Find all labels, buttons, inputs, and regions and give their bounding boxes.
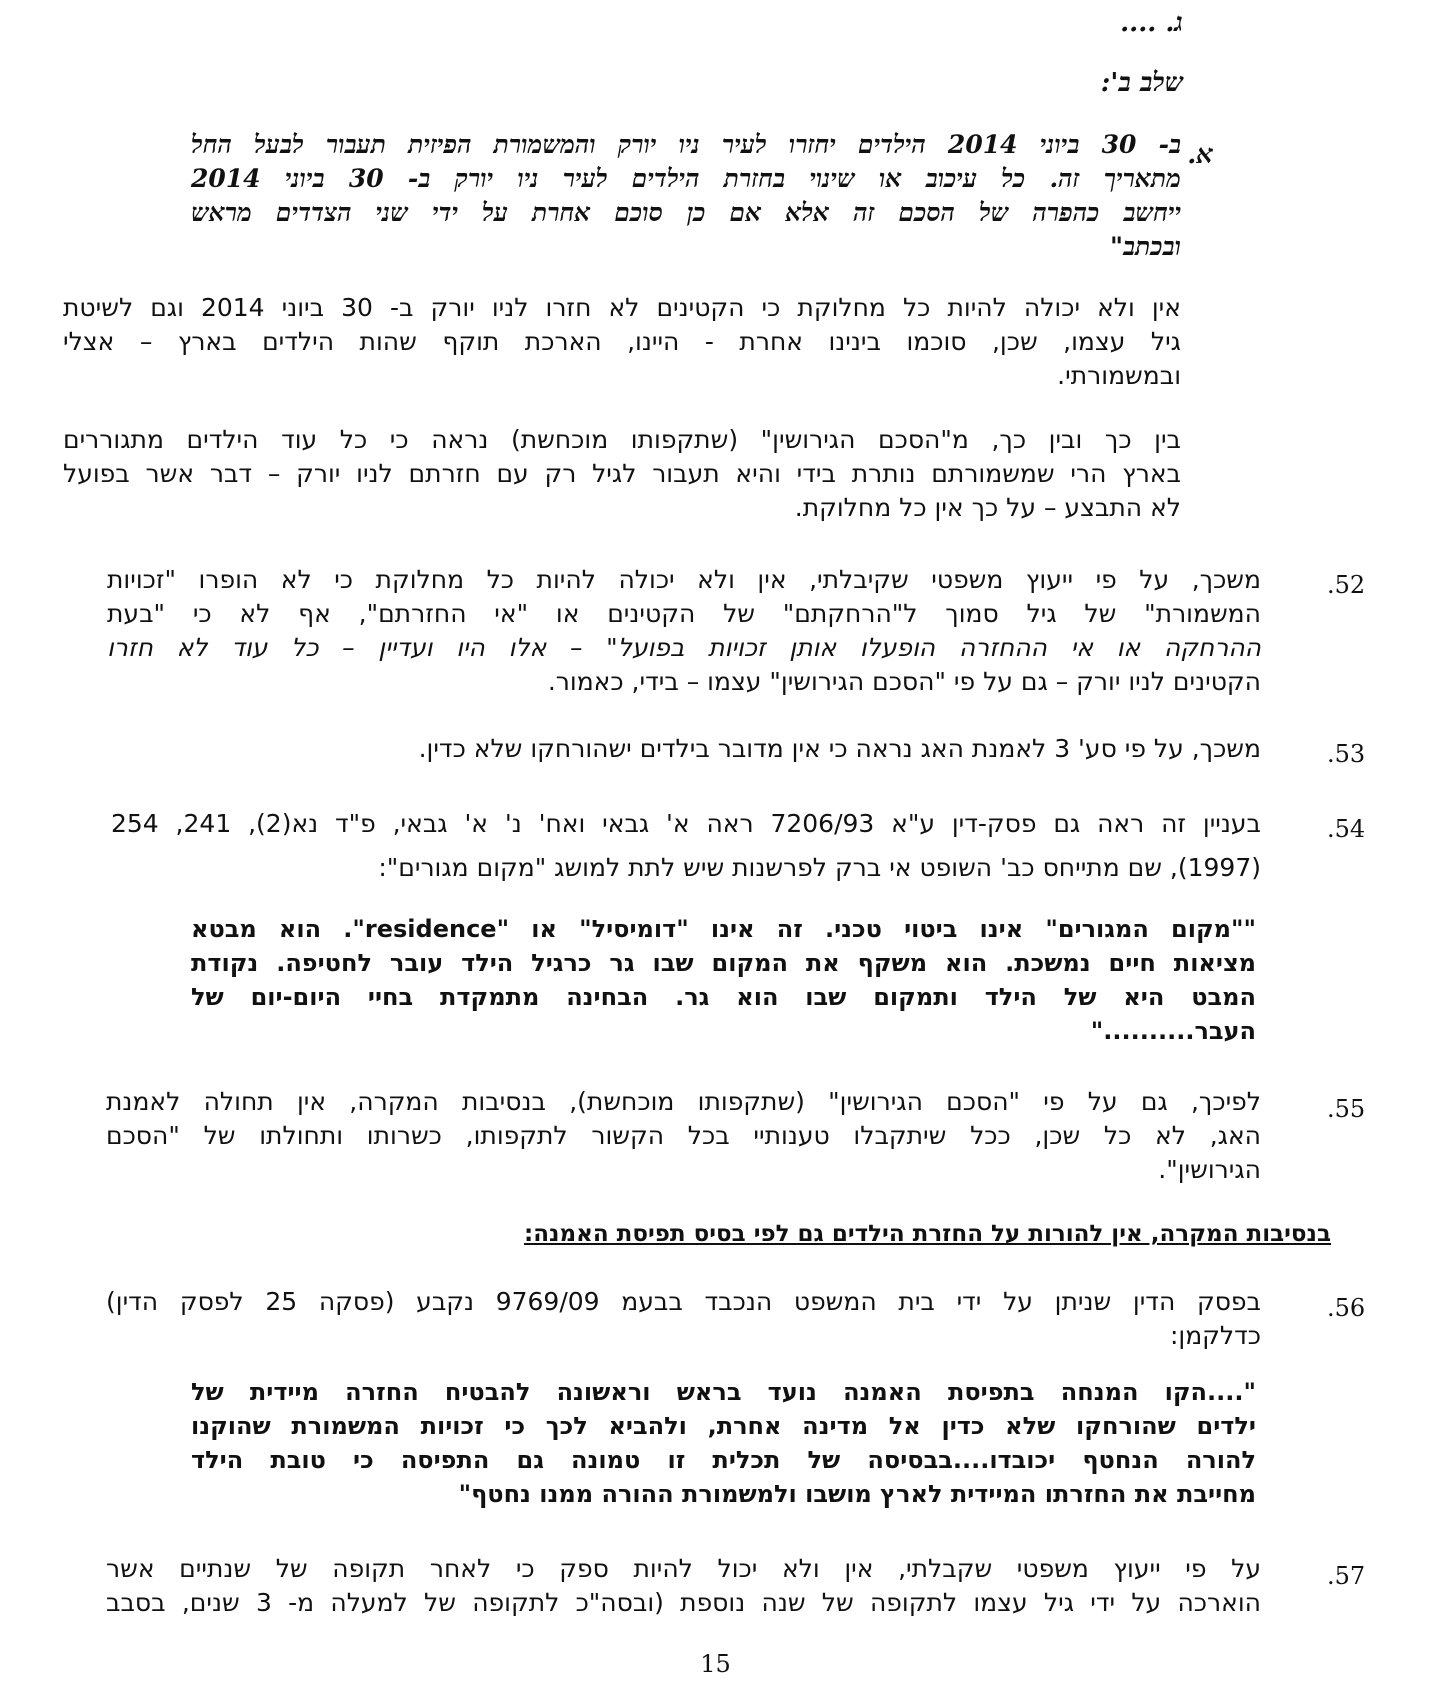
paragraph-line: בעניין זה ראה גם פסק-דין ע"א 7206/93 ראה א' גבאי ואח' נ' א' גבאי, פ"ד נא(2), 241, 254 [111, 809, 1261, 838]
quote-a-line: ב- 30 ביוני 2014 הילדים יחזרו לעיר ניו יורק והמשמורת הפיזית תעבור לבעל החל [191, 130, 1182, 159]
paragraph-line: (1997), שם מתייחס כב' השופט אי ברק לפרשנות שיש לתת למושג "מקום מגורים": [378, 853, 1261, 882]
paragraph-number-53: .53 [1327, 740, 1366, 768]
paragraph-line: אין ולא יכולה להיות כל מחלוקת כי הקטינים לא חזרו לניו יורק ב- 30 ביוני 2014 וגם לשיטת [63, 293, 1181, 322]
quote-a-label: א. [1187, 140, 1213, 170]
paragraph-custody [63, 423, 1181, 525]
paragraph-line: הוארכה על ידי גיל עצמו לתקופה של שנה נוספת (ובסה"כ לתקופה של למעלה מ- 3 שנים, בסבב [106, 1588, 1261, 1617]
paragraph-number-54: .54 [1327, 815, 1366, 843]
quote-convention [191, 1375, 1256, 1511]
quote-a-line: ייחשב כהפרה של הסכם זה אלא אם כן סוכם אחרת על ידי שני הצדדים מראש [191, 198, 1181, 227]
quote-line: ""מקום המגורים" אינו ביטוי טכני. זה אינו "דומיסיל" או "residence". הוא מבטא [191, 915, 1257, 943]
quote-line: להורה הנחטף יכובדו....בבסיסה של תכלית זו טמונה גם התפיסה כי טובת הילד [191, 1446, 1256, 1474]
paragraph-53 [191, 732, 1261, 766]
paragraph-line: ובמשמורתי. [1057, 361, 1181, 390]
paragraph-52 [107, 563, 1261, 699]
paragraph-line: גיל עצמו, שכן, סוכמו בינינו אחרת - היינו, הארכת תוקף שהות הילדים בארץ – אצלי [63, 327, 1181, 356]
paragraph-line: ההרחקה או אי ההחזרה הופעלו אותן זכויות בפועל" – אלו היו ועדיין – כל עוד לא חזרו [107, 633, 1261, 662]
paragraph-line: האג, לא כל שכן, ככל שיתקבלו טענותיי בכל הקשור לתקפותו, כשרותו ותחולתו של "הסכם [106, 1121, 1261, 1150]
paragraph-54 [111, 807, 1261, 885]
paragraph-line: בפסק הדין שניתן על ידי בית המשפט הנכבד בבעמ 9769/09 נקבע (פסקה 25 לפסק הדין) [106, 1287, 1261, 1316]
paragraph-line: בין כך ובין כך, מ"הסכם הגירושין" (שתקפותו מוכחשת) נראה כי כל עוד הילדים מתגוררים [63, 425, 1181, 454]
paragraph-number-55: .55 [1327, 1095, 1366, 1123]
stage-heading: שלב ב': [1100, 68, 1183, 98]
paragraph-number-52: .52 [1327, 571, 1366, 599]
paragraph-return [63, 291, 1181, 393]
quote-line: מחייבת את החזרתו המיידית לארץ מושבו ולמשמורת ההורה ממנו נחטף" [458, 1480, 1256, 1508]
top-marker: ג. .... [1120, 8, 1183, 38]
paragraph-line: על פי ייעוץ משפטי שקבלתי, אין ולא יכול להיות ספק כי לאחר תקופה של שנתיים אשר [106, 1554, 1261, 1583]
paragraph-line: כדלקמן: [1169, 1321, 1261, 1350]
paragraph-line: לפיכך, גם על פי "הסכם הגירושין" (שתקפותו מוכחשת), בנסיבות המקרה, אין תחולה לאמנת [106, 1087, 1261, 1116]
quote-line: העבר.........." [1090, 1017, 1256, 1045]
paragraph-57 [106, 1552, 1261, 1620]
paragraph-number-57: .57 [1327, 1562, 1366, 1590]
quote-line: "....הקו המנחה בתפיסת האמנה נועד בראש וראשונה להבטיח החזרה מיידית של [191, 1378, 1256, 1406]
page-number: 15 [700, 1650, 731, 1678]
quote-a-line: מתאריך זה. כל עיכוב או שינוי בחזרת הילדים לעיר ניו יורק ב- 30 ביוני 2014 [191, 164, 1182, 193]
quote-a [191, 128, 1181, 264]
quote-line: מציאות חיים נמשכת. הוא משקף את המקום שבו גר כרגיל הילד עובר לחטיפה. נקודת [191, 949, 1256, 977]
paragraph-line: הגירושין". [1158, 1155, 1261, 1184]
quote-a-line: ובכתב" [1110, 232, 1181, 261]
paragraph-line: המשמורת" של גיל סמוך ל"הרחקתם" של הקטינים או "אי החזרתם", אף לא כי "בעת [107, 599, 1261, 628]
paragraph-line: בארץ הרי שמשמורתם נותרת בידי והיא תעבור לגיל רק עם חזרתם לניו יורק – דבר אשר בפועל [63, 459, 1181, 488]
paragraph-line: הקטינים לניו יורק – גם על פי "הסכם הגירושין" עצמו – בידי, כאמור. [547, 667, 1261, 696]
paragraph-56 [106, 1285, 1261, 1353]
quote-line: ילדים שהורחקו שלא כדין אל מדינה אחרת, ולהביא לכך כי זכויות המשמורת שהוקנו [191, 1412, 1256, 1440]
paragraph-line: משכך, על פי סע' 3 לאמנת האג נראה כי אין מדובר בילדים ישהורחקו שלא כדין. [418, 734, 1261, 763]
quote-residence [191, 912, 1256, 1048]
paragraph-line: משכך, על פי ייעוץ משפטי שקיבלתי, אין ולא יכולה להיות כל מחלוקת כי לא הופרו "זכויות [107, 565, 1261, 594]
section-heading: בנסיבות המקרה, אין להורות על החזרת הילדים גם לפי בסיס תפיסת האמנה: [524, 1221, 1331, 1247]
quote-line: המבט היא של הילד ותמקום שבו הוא גר. הבחינה מתמקדת בחיי היום-יום של [191, 983, 1256, 1011]
paragraph-line: לא התבצע – על כך אין כל מחלוקת. [794, 493, 1181, 522]
paragraph-55 [106, 1085, 1261, 1187]
paragraph-number-56: .56 [1327, 1294, 1366, 1322]
